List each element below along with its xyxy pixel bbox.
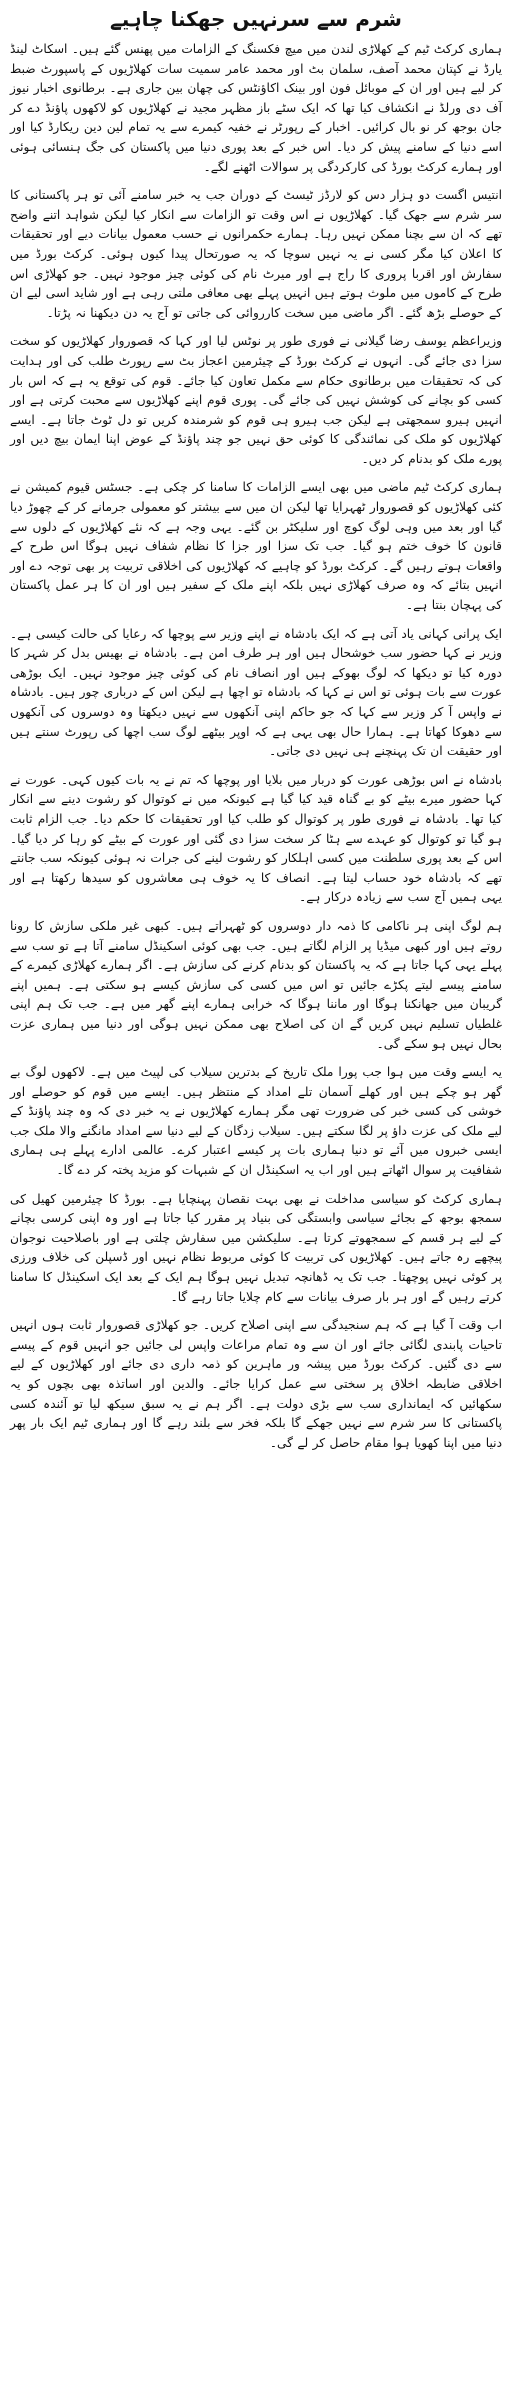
paragraph-4: ہماری کرکٹ ٹیم ماضی میں بھی ایسے الزامات کا سامنا کر چکی ہے۔ جسٹس قیوم کمیشن نے کئی کھلاڑیوں کو قصوروار ٹھہرایا تھا لیکن ان میں سے بیشتر کو معمولی جرمانے کر کے چھوڑ دیا گیا اور بعد میں وہی لوگ کوچ اور سلیکٹر بن گئے۔ یہی وجہ ہے کہ نئے کھلاڑیوں کے دلوں سے قانون کا خوف ختم ہو گیا۔ جب تک سزا اور جزا کا نظام شفاف نہیں ہوگا اس طرح کے واقعات ہوتے رہیں گے۔ کرکٹ بورڈ کو چاہیے کہ کھلاڑیوں کی اخلاقی تربیت پر بھی توجہ دے اور انہیں بتائے کہ وہ صرف کھلاڑی نہیں بلکہ اپنے ملک کے سفیر ہیں اور ان کا ہر عمل پاکستان کی پہچان بنتا ہے۔	[10, 480, 502, 613]
paragraph-2: انتیس اگست دو ہزار دس کو لارڈز ٹیسٹ کے دوران جب یہ خبر سامنے آئی تو ہر پاکستانی کا سر شرم سے جھک گیا۔ کھلاڑیوں نے اس وقت تو الزامات سے انکار کیا لیکن شواہد اتنے واضح تھے کہ ان سے بچنا ممکن نہیں رہا۔ ہمارے حکمرانوں نے حسب معمول بیانات دیے اور تحقیقات کا اعلان کیا مگر کسی نے یہ نہیں سوچا کہ یہ صورتحال پیدا کیوں ہوئی۔ کرکٹ بورڈ میں سفارش اور اقربا پروری کا راج ہے اور میرٹ نام کی کوئی چیز موجود نہیں۔ جو کھلاڑی اس طرح کے کاموں میں ملوث ہوتے ہیں انہیں پہلے بھی معافی ملتی رہی ہے اور شاید اسی لیے ان کے حوصلے بڑھ گئے۔ اگر ماضی میں سخت کارروائی کی جاتی تو آج یہ دن دیکھنا نہ پڑتا۔	[10, 188, 502, 320]
paragraph-5: ایک پرانی کہانی یاد آتی ہے کہ ایک بادشاہ نے اپنے وزیر سے پوچھا کہ رعایا کی حالت کیسی ہے۔ وزیر نے کہا حضور سب خوشحال ہیں اور ہر طرف امن ہے۔ بادشاہ نے بھیس بدل کر شہر کا دورہ کیا تو دیکھا کہ لوگ بھوکے ہیں اور انصاف نام کی کوئی چیز موجود نہیں۔ ایک بوڑھی عورت سے بات ہوئی تو اس نے کہا کہ بادشاہ تو اچھا ہے لیکن اس کے درباری چور ہیں۔ بادشاہ نے واپس آ کر وزیر سے کہا کہ جو حاکم اپنی آنکھوں سے نہیں دیکھتا وہ دوسروں کی آنکھوں سے دھوکا کھاتا ہے۔ ہمارا حال بھی یہی ہے کہ اوپر بیٹھے لوگ سب اچھا کی رپورٹ سنتے ہیں اور حقیقت ان تک پہنچنے ہی نہیں دی جاتی۔	[10, 626, 502, 759]
paragraph-8: یہ ایسے وقت میں ہوا جب پورا ملک تاریخ کے بدترین سیلاب کی لپیٹ میں ہے۔ لاکھوں لوگ بے گھر ہو چکے ہیں اور کھلے آسمان تلے امداد کے منتظر ہیں۔ ایسے میں قوم کو حوصلے اور خوشی کی کسی خبر کی ضرورت تھی مگر ہمارے کھلاڑیوں نے یہ خبر دی کہ وہ چند پاؤنڈ کے لیے ملک کی عزت داؤ پر لگا سکتے ہیں۔ سیلاب زدگان کے لیے دنیا سے امداد مانگنے والا ملک جب ایسی خبروں میں آئے تو دنیا ہماری بات پر کیسے اعتبار کرے۔ عالمی ادارے پہلے ہی ہماری شفافیت پر سوال اٹھاتے ہیں اور اب یہ اسکینڈل ان کے شبہات کو مزید پختہ کر دے گا۔	[10, 1065, 502, 1178]
headline: شرم سے سرنہیں جھکنا چاہیے	[110, 7, 402, 31]
paragraph-1: ہماری کرکٹ ٹیم کے کھلاڑی لندن میں میچ فکسنگ کے الزامات میں پھنس گئے ہیں۔ اسکاٹ لینڈ یارڈ نے کپتان محمد آصف، سلمان بٹ اور محمد عامر سمیت سات کھلاڑیوں کے پاسپورٹ ضبط کر لیے ہیں اور ان کے موبائل فون اور بینک اکاؤنٹس کی چھان بین جاری ہے۔ برطانوی اخبار نیوز آف دی ورلڈ نے انکشاف کیا تھا کہ ایک سٹے باز مظہر مجید نے کھلاڑیوں کو لاکھوں پاؤنڈ دے کر جان بوجھ کر نو بال کرائیں۔ اخبار کے رپورٹر نے خفیہ کیمرے سے یہ تمام لین دین ریکارڈ کیا اور اسے دنیا کے سامنے پیش کر دیا۔ اس خبر کے بعد پوری دنیا میں پاکستان کی جگ ہنسائی ہوئی اور ہمارے کرکٹ بورڈ کی کارکردگی پر سوالات اٹھنے لگے۔	[10, 42, 502, 174]
paragraph-9: ہماری کرکٹ کو سیاسی مداخلت نے بھی بہت نقصان پہنچایا ہے۔ بورڈ کا چیئرمین کھیل کی سمجھ بوجھ کے بجائے سیاسی وابستگی کی بنیاد پر مقرر کیا جاتا ہے اور وہ اپنی کرسی بچانے کے لیے ہر قسم کے سمجھوتے کرتا ہے۔ سلیکشن میں سفارش چلتی ہے اور باصلاحیت نوجوان پیچھے رہ جاتے ہیں۔ کھلاڑیوں کی تربیت کا کوئی مربوط نظام نہیں اور ڈسپلن کی خلاف ورزی پر کوئی نہیں پوچھتا۔ جب تک یہ ڈھانچہ تبدیل نہیں ہوگا ہم ایک کے بعد ایک اسکینڈل کا سامنا کرتے رہیں گے اور ہر بار صرف بیانات سے کام چلایا جاتا رہے گا۔	[10, 1191, 502, 1304]
paragraph-7: ہم لوگ اپنی ہر ناکامی کا ذمہ دار دوسروں کو ٹھہراتے ہیں۔ کبھی غیر ملکی سازش کا رونا روتے ہیں اور کبھی میڈیا پر الزام لگاتے ہیں۔ جب بھی کوئی اسکینڈل سامنے آتا ہے تو سب سے پہلے یہی کہا جاتا ہے کہ یہ پاکستان کو بدنام کرنے کی سازش ہے۔ اگر ہمارے کھلاڑی کیمرے کے سامنے پیسے لیتے پکڑے جائیں تو اس میں کسی کی سازش کیسے ہو سکتی ہے۔ ہمیں اپنے گریبان میں جھانکنا ہوگا اور ماننا ہوگا کہ خرابی ہمارے اپنے گھر میں ہے۔ جب تک ہم اپنی غلطیاں تسلیم نہیں کریں گے ان کی اصلاح بھی ممکن نہیں ہوگی اور دنیا میں ہماری عزت بحال نہیں ہو سکے گی۔	[10, 918, 502, 1051]
paragraph-10: اب وقت آ گیا ہے کہ ہم سنجیدگی سے اپنی اصلاح کریں۔ جو کھلاڑی قصوروار ثابت ہوں انہیں تاحیات پابندی لگائی جائے اور ان سے وہ تمام مراعات واپس لی جائیں جو انہیں قوم کے پیسے سے دی گئیں۔ کرکٹ بورڈ میں پیشہ ور ماہرین کو ذمہ داری دی جائے اور کھلاڑیوں کے لیے اخلاقی ضابطہ اخلاق پر سختی سے عمل کرایا جائے۔ والدین اور اساتذہ بھی بچوں کو یہ سکھائیں کہ ایمانداری سب سے بڑی دولت ہے۔ اگر ہم نے یہ سبق سیکھ لیا تو آئندہ کسی پاکستانی کا سر شرم سے نہیں جھکے گا بلکہ فخر سے بلند رہے گا اور ہماری ٹیم ایک بار پھر دنیا میں اپنا کھویا ہوا مقام حاصل کر لے گی۔	[10, 1318, 502, 1450]
paragraph-6: بادشاہ نے اس بوڑھی عورت کو دربار میں بلایا اور پوچھا کہ تم نے یہ بات کیوں کہی۔ عورت نے کہا حضور میرے بیٹے کو بے گناہ قید کیا گیا ہے کیونکہ میں نے کوتوال کو رشوت دینے سے انکار کیا تھا۔ بادشاہ نے فوری طور پر کوتوال کو طلب کیا اور تحقیقات کا حکم دیا۔ جب الزام ثابت ہو گیا تو کوتوال کو عہدے سے ہٹا کر سخت سزا دی گئی اور عورت کے بیٹے کو رہا کر دیا گیا۔ اس کے بعد پوری سلطنت میں کسی اہلکار کو رشوت لینے کی جرات نہ ہوئی کیونکہ سب جانتے تھے کہ بادشاہ خود حساب لیتا ہے۔ انصاف کا یہ خوف ہی معاشروں کو سیدھا رکھتا ہے اور یہی ہمیں آج سب سے زیادہ درکار ہے۔	[10, 772, 502, 905]
paragraph-3: وزیراعظم یوسف رضا گیلانی نے فوری طور پر نوٹس لیا اور کہا کہ قصوروار کھلاڑیوں کو سخت سزا دی جائے گی۔ انہوں نے کرکٹ بورڈ کے چیئرمین اعجاز بٹ سے رپورٹ طلب کی اور ہدایت کی کہ تحقیقات میں برطانوی حکام سے مکمل تعاون کیا جائے۔ قوم کی توقع یہ ہے کہ اس بار کسی کو بچانے کی کوشش نہیں کی جائے گی۔ پوری قوم اپنے کھلاڑیوں سے محبت کرتی ہے اور انہیں ہیرو سمجھتی ہے لیکن جب ہیرو ہی قوم کو شرمندہ کریں تو دل ٹوٹ جاتا ہے۔ ایسے کھلاڑیوں کو ملک کی نمائندگی کا کوئی حق نہیں جو چند پاؤنڈ کے عوض اپنا ایمان بیچ دیں اور پورے ملک کو بدنام کر دیں۔	[10, 334, 502, 466]
